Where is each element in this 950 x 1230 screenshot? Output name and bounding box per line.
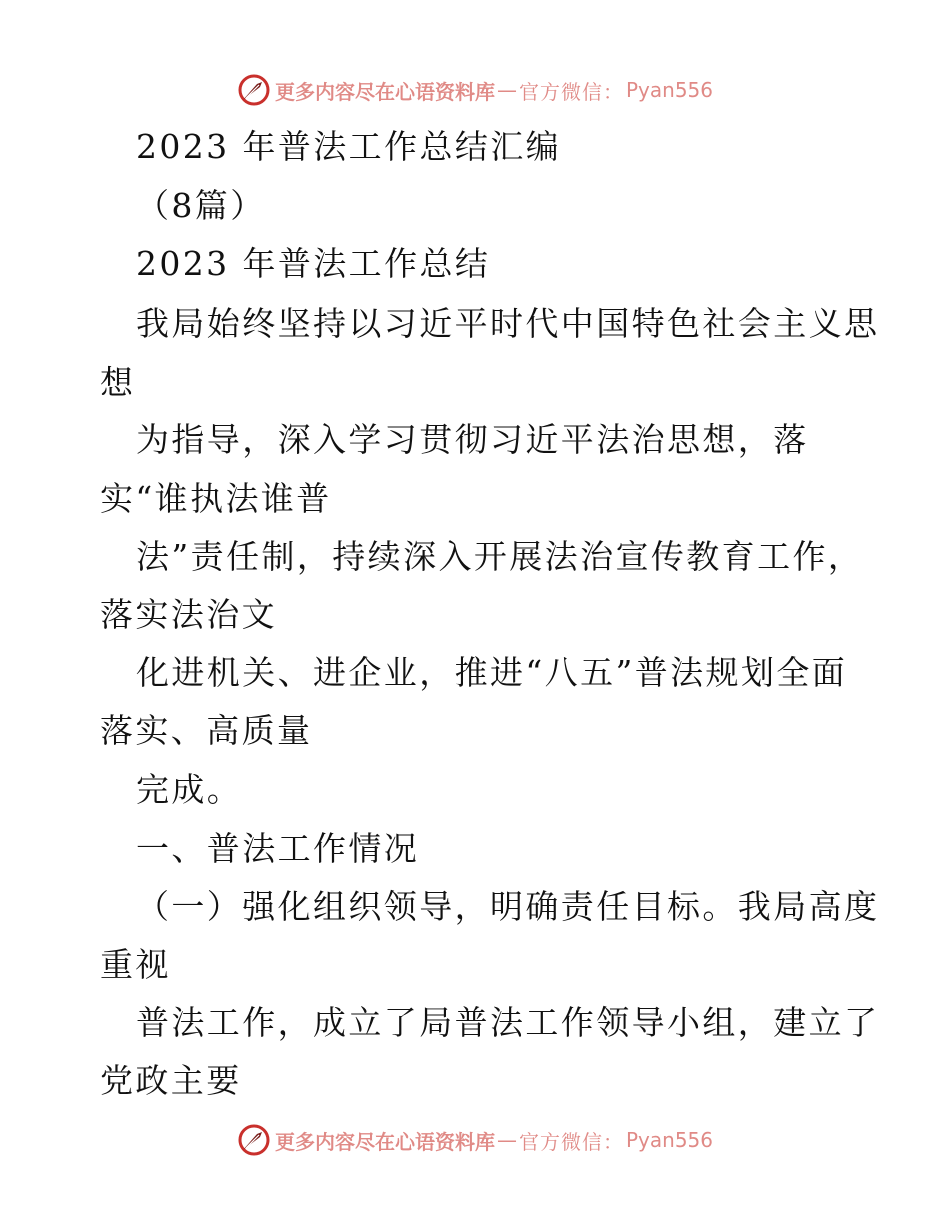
body-line: 我局始终坚持以习近平时代中国特色社会主义思 bbox=[136, 304, 880, 343]
document-title: 2023 年普法工作总结汇编 bbox=[136, 127, 562, 166]
body-line: 落实、高质量 bbox=[100, 711, 313, 750]
heading-line: 一、普法工作情况 bbox=[136, 829, 420, 868]
body-line: 实“谁执法谁普 bbox=[100, 479, 332, 518]
footer-watermark bbox=[0, 1120, 950, 1160]
watermark-text: 更多内容尽在心语资料库 bbox=[274, 79, 495, 104]
body-line: 想 bbox=[100, 363, 136, 402]
body-line: 化进机关、进企业，推进“八五”普法规划全面 bbox=[136, 653, 848, 692]
body-line: 落实法治文 bbox=[100, 595, 277, 634]
watermark-official-label: 官方微信： bbox=[518, 1129, 624, 1154]
pen-nib-circle-icon bbox=[237, 1123, 271, 1157]
body-line: 党政主要 bbox=[100, 1061, 242, 1100]
body-line: 法”责任制，持续深入开展法治宣传教育工作， bbox=[136, 537, 864, 576]
body-line: 重视 bbox=[100, 945, 171, 984]
watermark-dash: — bbox=[496, 1128, 517, 1152]
watermark-text: 更多内容尽在心语资料库 bbox=[274, 1129, 495, 1154]
watermark-account: Pyan556 bbox=[625, 1128, 713, 1152]
header-watermark bbox=[0, 70, 950, 110]
body-line: （一）强化组织领导，明确责任目标。我局高度 bbox=[136, 887, 880, 926]
pen-nib-circle-icon bbox=[237, 73, 271, 107]
body-line: 为指导，深入学习贯彻习近平法治思想，落 bbox=[136, 420, 809, 459]
body-line: 完成。 bbox=[136, 770, 243, 809]
watermark-dash: — bbox=[496, 78, 517, 102]
document-subtitle: （8篇） bbox=[136, 186, 266, 225]
watermark-official-label: 官方微信： bbox=[518, 79, 624, 104]
body-line: 普法工作，成立了局普法工作领导小组，建立了 bbox=[136, 1003, 880, 1042]
section-title: 2023 年普法工作总结 bbox=[136, 244, 491, 283]
watermark-account: Pyan556 bbox=[625, 78, 713, 102]
